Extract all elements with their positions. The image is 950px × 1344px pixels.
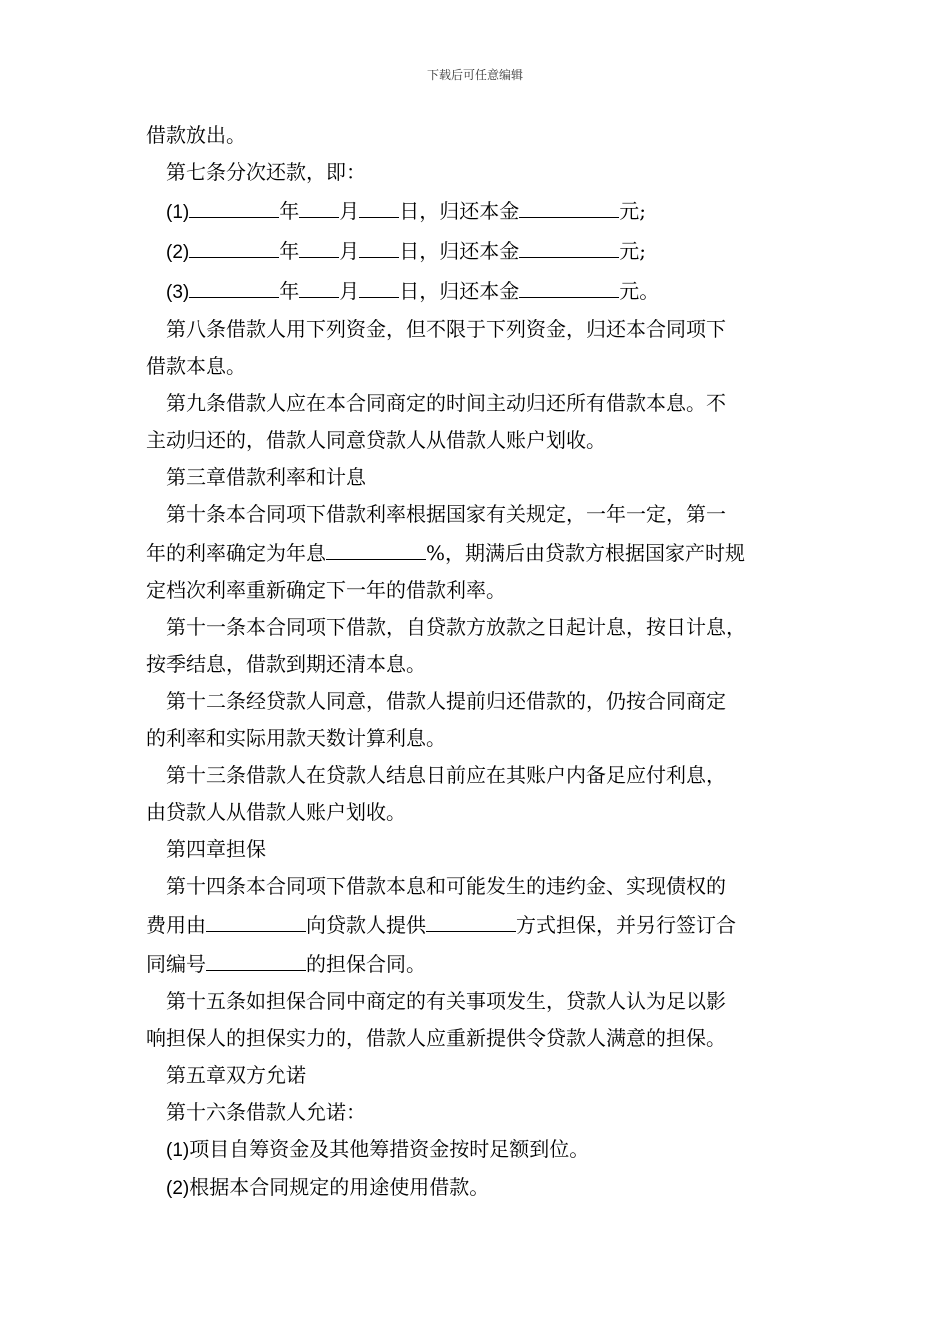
article-14-line-2 <box>146 905 826 944</box>
chapter-4-heading: 第四章担保 <box>166 837 266 861</box>
blank-line <box>519 271 619 298</box>
year-label: 年 <box>279 199 300 223</box>
article-10-line-2 <box>146 533 826 572</box>
yuan-label: 元; <box>619 239 646 263</box>
blank-line <box>299 191 339 218</box>
chapter-3-heading: 第三章借款利率和计息 <box>166 465 366 489</box>
item-number: (1) <box>166 202 190 223</box>
blank-line <box>359 231 399 258</box>
article-13-line-1: 第十三条借款人在贷款人结息日前应在其账户内备足应付利息， <box>166 763 726 787</box>
blank-line <box>206 944 306 971</box>
month-label: 月 <box>339 199 360 223</box>
repayment-row-3 <box>146 271 826 311</box>
day-label: 日，归还本金 <box>399 199 520 223</box>
text-span: 的担保合同。 <box>306 952 426 976</box>
text-span: 年的利率确定为年息 <box>146 541 326 565</box>
article-12-line-1: 第十二条经贷款人同意，借款人提前归还借款的，仍按合同商定 <box>166 689 726 713</box>
article-10-line-1: 第十条本合同项下借款利率根据国家有关规定，一年一定，第一 <box>166 502 726 526</box>
month-label: 月 <box>339 239 360 263</box>
article-8-line-2: 借款本息。 <box>146 354 246 378</box>
repayment-row-1 <box>146 191 826 231</box>
day-label: 日，归还本金 <box>399 279 520 303</box>
blank-line <box>359 271 399 298</box>
yuan-label: 元。 <box>619 279 660 303</box>
blank-line <box>189 231 279 258</box>
text-span: 方式担保，并另行签订合 <box>516 913 736 937</box>
item-number: (3) <box>166 282 190 303</box>
document-body <box>146 117 826 1207</box>
article-13-line-2: 由贷款人从借款人账户划收。 <box>146 800 406 824</box>
day-label: 日，归还本金 <box>399 239 520 263</box>
text-span: %，期满后由贷款方根据国家产时规 <box>426 541 746 565</box>
article-11-line-2: 按季结息，借款到期还清本息。 <box>146 652 426 676</box>
article-14-line-1: 第十四条本合同项下借款本息和可能发生的违约金、实现债权的 <box>166 874 726 898</box>
year-label: 年 <box>279 239 300 263</box>
item-number: (2) <box>166 242 190 263</box>
yuan-label: 元; <box>619 199 646 223</box>
text-span: 同编号 <box>146 952 206 976</box>
blank-line <box>519 231 619 258</box>
article-9-line-2: 主动归还的，借款人同意贷款人从借款人账户划收。 <box>146 428 606 452</box>
item-text: 根据本合同规定的用途使用借款。 <box>189 1175 490 1199</box>
article-11-line-1: 第十一条本合同项下借款，自贷款方放款之日起计息，按日计息， <box>166 615 746 639</box>
blank-line <box>519 191 619 218</box>
blank-line <box>206 905 306 932</box>
item-number: (1) <box>166 1140 190 1161</box>
page-header: 下载后可任意编辑 <box>426 68 523 82</box>
article-7-title: 第七条分次还款，即： <box>166 160 366 184</box>
blank-line <box>326 533 426 560</box>
blank-line <box>426 905 516 932</box>
article-12-line-2: 的利率和实际用款天数计算利息。 <box>146 726 446 750</box>
year-label: 年 <box>279 279 300 303</box>
blank-line <box>359 191 399 218</box>
repayment-row-2 <box>146 231 826 271</box>
blank-line <box>189 191 279 218</box>
article-10-line-3: 定档次利率重新确定下一年的借款利率。 <box>146 578 506 602</box>
commitment-item-1 <box>146 1131 826 1169</box>
article-8-line-1: 第八条借款人用下列资金，但不限于下列资金，归还本合同项下 <box>166 317 726 341</box>
commitment-item-2 <box>146 1169 826 1207</box>
blank-line <box>299 231 339 258</box>
month-label: 月 <box>339 279 360 303</box>
text-span: 费用由 <box>146 913 206 937</box>
article-15-line-2: 响担保人的担保实力的，借款人应重新提供令贷款人满意的担保。 <box>146 1026 726 1050</box>
article-14-line-3 <box>146 944 826 983</box>
item-number: (2) <box>166 1178 190 1199</box>
blank-line <box>299 271 339 298</box>
text-span: 向贷款人提供 <box>306 913 426 937</box>
item-text: 项目自筹资金及其他筹措资金按时足额到位。 <box>189 1137 590 1161</box>
chapter-5-heading: 第五章双方允诺 <box>166 1063 306 1087</box>
blank-line <box>189 271 279 298</box>
article-9-line-1: 第九条借款人应在本合同商定的时间主动归还所有借款本息。不 <box>166 391 726 415</box>
paragraph-line: 借款放出。 <box>146 123 246 147</box>
article-16-title: 第十六条借款人允诺： <box>166 1100 366 1124</box>
article-15-line-1: 第十五条如担保合同中商定的有关事项发生，贷款人认为足以影 <box>166 989 726 1013</box>
